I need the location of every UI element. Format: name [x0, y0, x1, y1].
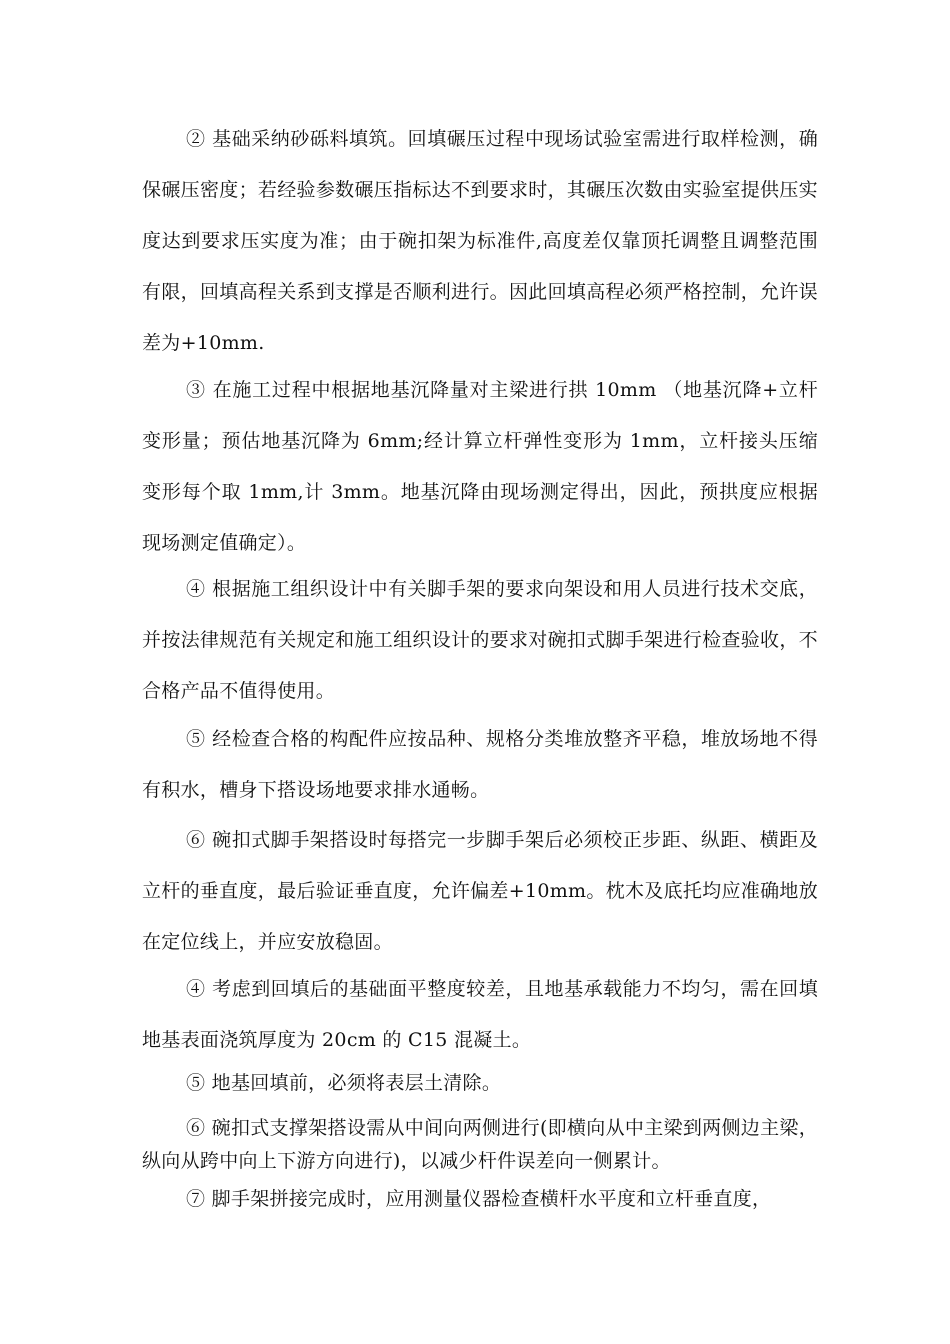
paragraph-erection-order: ⑥ 碗扣式支撑架搭设需从中间向两侧进行(即横向从中主梁到两侧边主梁，纵向从跨中向上下游方向进行)，以减少杆件误差向一侧累计。 — [142, 1117, 818, 1172]
paragraph-topsoil-removal: ⑤ 地基回填前，必须将表层土清除。 — [186, 1072, 502, 1094]
paragraph-component-storage: ⑤ 经检查合格的构配件应按品种、规格分类堆放整齐平稳，堆放场地不得有积水，槽身下搭设场地要求排水通畅。 — [142, 728, 818, 801]
paragraph-backfill-material: ② 基础采纳砂砾料填筑。回填碾压过程中现场试验室需进行取样检测，确保碾压密度；若经验参数碾压指标达不到要求时，其碾压次数由实验室提供压实度达到要求压实度为准；由于碗扣架为标准件,高度差仅靠顶托调整且调整范围有限，回填高程关系到支撑是否顺利进行。因此回填高程必须严格控制，允许误差为+10mm. — [142, 128, 818, 354]
paragraph-erection-check: ⑥ 碗扣式脚手架搭设时每搭完一步脚手架后必须校正步距、纵距、横距及立杆的垂直度，最后验证垂直度，允许偏差+10mm。枕木及底托均应准确地放在定位线上，并应安放稳固。 — [142, 829, 818, 953]
paragraph-leveling-check: ⑦ 脚手架拼接完成时，应用测量仪器检查横杆水平度和立杆垂直度， — [186, 1188, 772, 1210]
paragraph-technical-briefing: ④ 根据施工组织设计中有关脚手架的要求向架设和用人员进行技术交底，并按法律规范有关规定和施工组织设计的要求对碗扣式脚手架进行检查验收，不合格产品不值得使用。 — [142, 578, 818, 702]
paragraph-pre-camber: ③ 在施工过程中根据地基沉降量对主梁进行拱 10mm （地基沉降+立杆变形量；预估地基沉降为 6mm;经计算立杆弹性变形为 1mm，立杆接头压缩变形每个取 1mm,计 3mm。地基沉降由现场测定得出，因此，预拱度应根据现场测定值确定）。 — [142, 379, 818, 554]
paragraph-concrete-layer: ④ 考虑到回填后的基础面平整度较差，且地基承载能力不均匀，需在回填地基表面浇筑厚度为 20cm 的 C15 混凝土。 — [142, 978, 818, 1051]
